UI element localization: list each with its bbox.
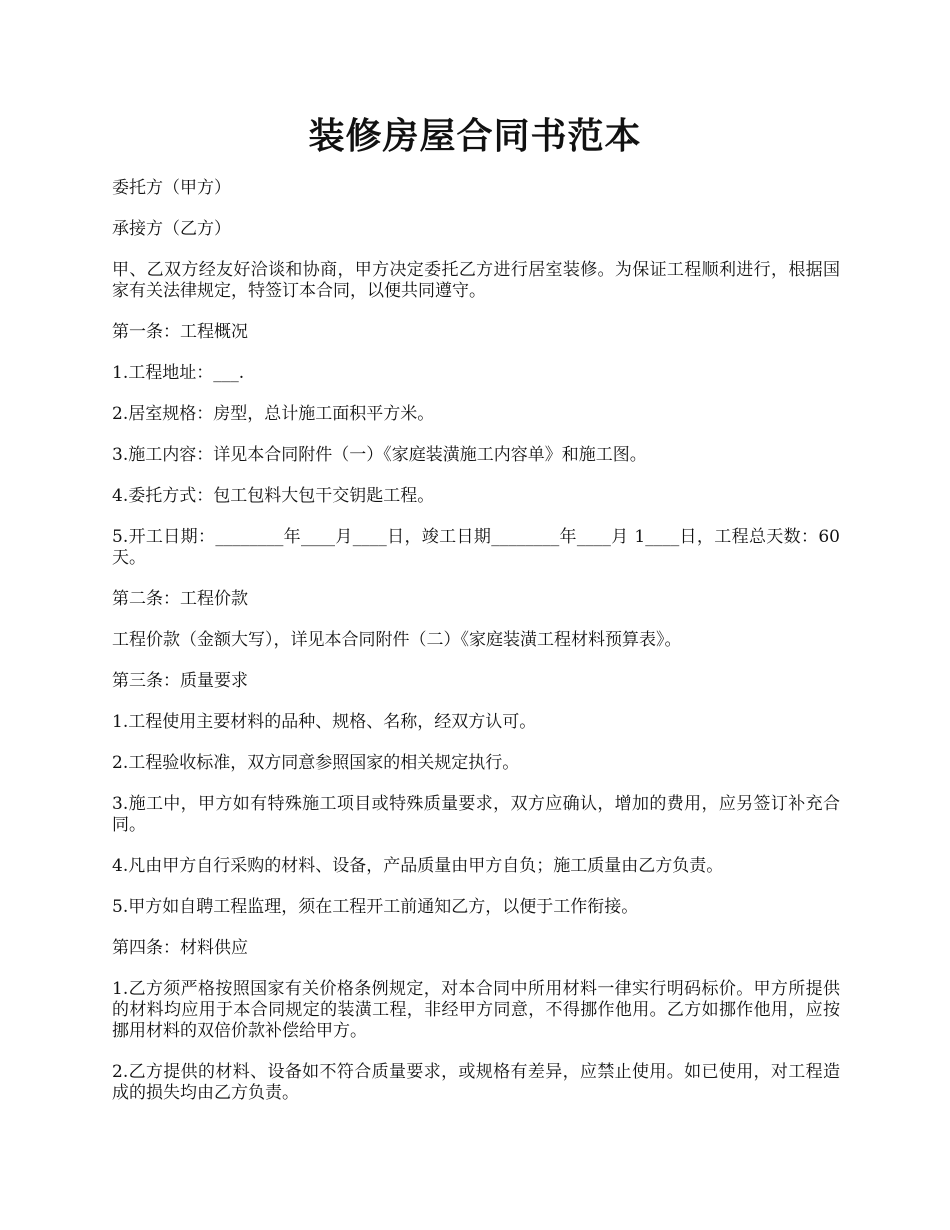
paragraph-client: 委托方（甲方） <box>112 178 231 198</box>
paragraph-item: 1.工程地址：___. <box>112 363 245 383</box>
section-heading-4: 第四条：材料供应 <box>112 938 248 958</box>
document-title: 装修房屋合同书范本 <box>308 115 642 157</box>
section-heading-2: 第二条：工程价款 <box>112 589 248 609</box>
paragraph-preamble: 甲、乙双方经友好洽谈和协商，甲方决定委托乙方进行居室装修。为保证工程顺利进行，根据国家有关法律规定，特签订本合同，以便共同遵守。 <box>112 260 840 301</box>
paragraph-item: 5.开工日期：________年____月____日，竣工日期________年____月 1____日，工程总天数：60 天。 <box>112 527 840 568</box>
paragraph-item: 1.工程使用主要材料的品种、规格、名称，经双方认可。 <box>112 712 537 732</box>
paragraph-item: 工程价款（金额大写），详见本合同附件（二）《家庭装潢工程材料预算表》。 <box>112 630 682 650</box>
paragraph-contractor: 承接方（乙方） <box>112 219 231 239</box>
document-body <box>112 178 840 1124</box>
paragraph-item: 3.施工中，甲方如有特殊施工项目或特殊质量要求，双方应确认，增加的费用，应另签订补充合同。 <box>112 794 840 835</box>
paragraph-item: 4.委托方式：包工包料大包干交钥匙工程。 <box>112 486 435 506</box>
paragraph-item: 5.甲方如自聘工程监理，须在工程开工前通知乙方，以便于工作衔接。 <box>112 897 639 917</box>
section-heading-3: 第三条：质量要求 <box>112 671 248 691</box>
paragraph-item: 3.施工内容：详见本合同附件（一）《家庭装潢施工内容单》和施工图。 <box>112 445 647 465</box>
paragraph-item: 2.工程验收标准，双方同意参照国家的相关规定执行。 <box>112 753 520 773</box>
paragraph-item: 2.乙方提供的材料、设备如不符合质量要求，或规格有差异，应禁止使用。如已使用，对工程造成的损失均由乙方负责。 <box>112 1062 840 1103</box>
paragraph-item: 4.凡由甲方自行采购的材料、设备，产品质量由甲方自负；施工质量由乙方负责。 <box>112 856 724 876</box>
section-heading-1: 第一条：工程概况 <box>112 322 248 342</box>
paragraph-item: 2.居室规格：房型，总计施工面积平方米。 <box>112 404 435 424</box>
paragraph-item: 1.乙方须严格按照国家有关价格条例规定，对本合同中所用材料一律实行明码标价。甲方所提供的材料均应用于本合同规定的装潢工程，非经甲方同意，不得挪作他用。乙方如挪作他用，应按挪用材料的双倍价款补偿给甲方。 <box>112 979 840 1041</box>
